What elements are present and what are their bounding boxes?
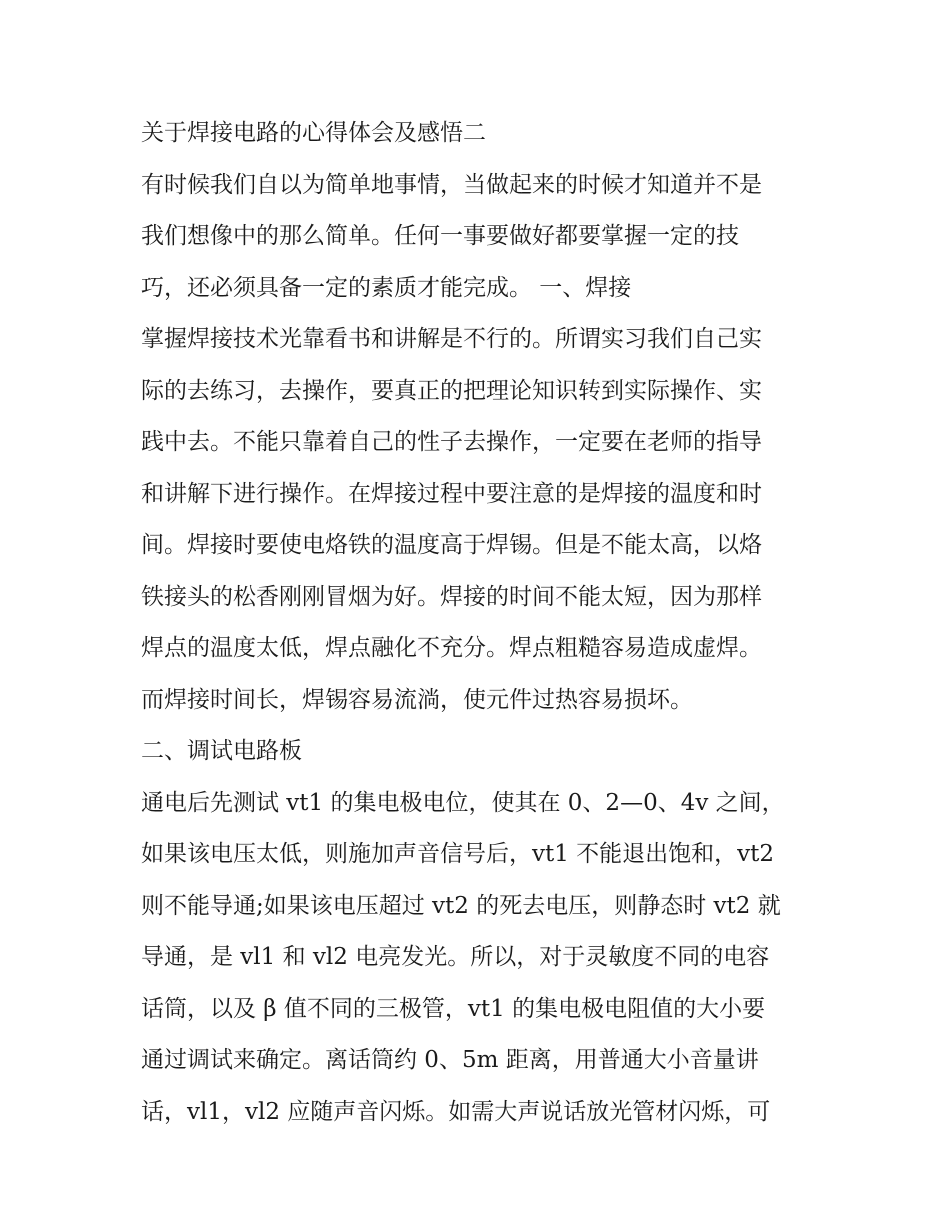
text-line: 间。焊接时要使电烙铁的温度高于焊锡。但是不能太高，以烙 [141,532,762,558]
text-line: 有时候我们自以为简单地事情，当做起来的时候才知道并不是 [141,171,762,198]
text-line: 话筒，以及 β 值不同的三极管，vt1 的集电极电阻值的大小要 [141,995,766,1022]
text-line: 通过调试来确定。离话筒约 0、5m 距离，用普通大小音量讲 [141,1047,759,1073]
text-line: 通电后先测试 vt1 的集电极电位，使其在 0、2—0、4v 之间， [141,789,785,816]
text-line: 践中去。不能只靠着自己的性子去操作，一定要在老师的指导 [141,429,762,455]
text-line: 和讲解下进行操作。在焊接过程中要注意的是焊接的温度和时 [141,480,762,507]
text-line: 而焊接时间长，焊锡容易流淌，使元件过热容易损坏。 [141,686,693,713]
text-line: 话，vl1，vl2 应随声音闪烁。如需大声说话放光管材闪烁，可 [141,1098,771,1125]
text-line: 导通，是 vl1 和 vl2 电亮发光。所以，对于灵敏度不同的电容 [141,944,770,970]
text-line: 铁接头的松香刚刚冒烟为好。焊接的时间不能太短，因为那样 [141,583,762,610]
text-line: 我们想像中的那么简单。任何一事要做好都要掌握一定的技 [141,223,739,249]
text-line: 际的去练习，去操作，要真正的把理论知识转到实际操作、实 [141,377,762,404]
document-body [141,108,821,1138]
text-line: 如果该电压太低，则施加声音信号后，vt1 不能退出饱和，vt2 [141,841,775,867]
text-line: 焊点的温度太低，焊点融化不充分。焊点粗糙容易造成虚焊。 [141,635,762,661]
text-line: 掌握焊接技术光靠看书和讲解是不行的。所谓实习我们自己实 [141,326,762,352]
document-title: 关于焊接电路的心得体会及感悟二 [141,120,486,146]
text-line: 巧，还必须具备一定的素质才能完成。 一、焊接 [141,274,632,301]
section-heading: 二、调试电路板 [141,738,302,764]
text-line: 则不能导通;如果该电压超过 vt2 的死去电压，则静态时 vt2 就 [141,892,781,919]
